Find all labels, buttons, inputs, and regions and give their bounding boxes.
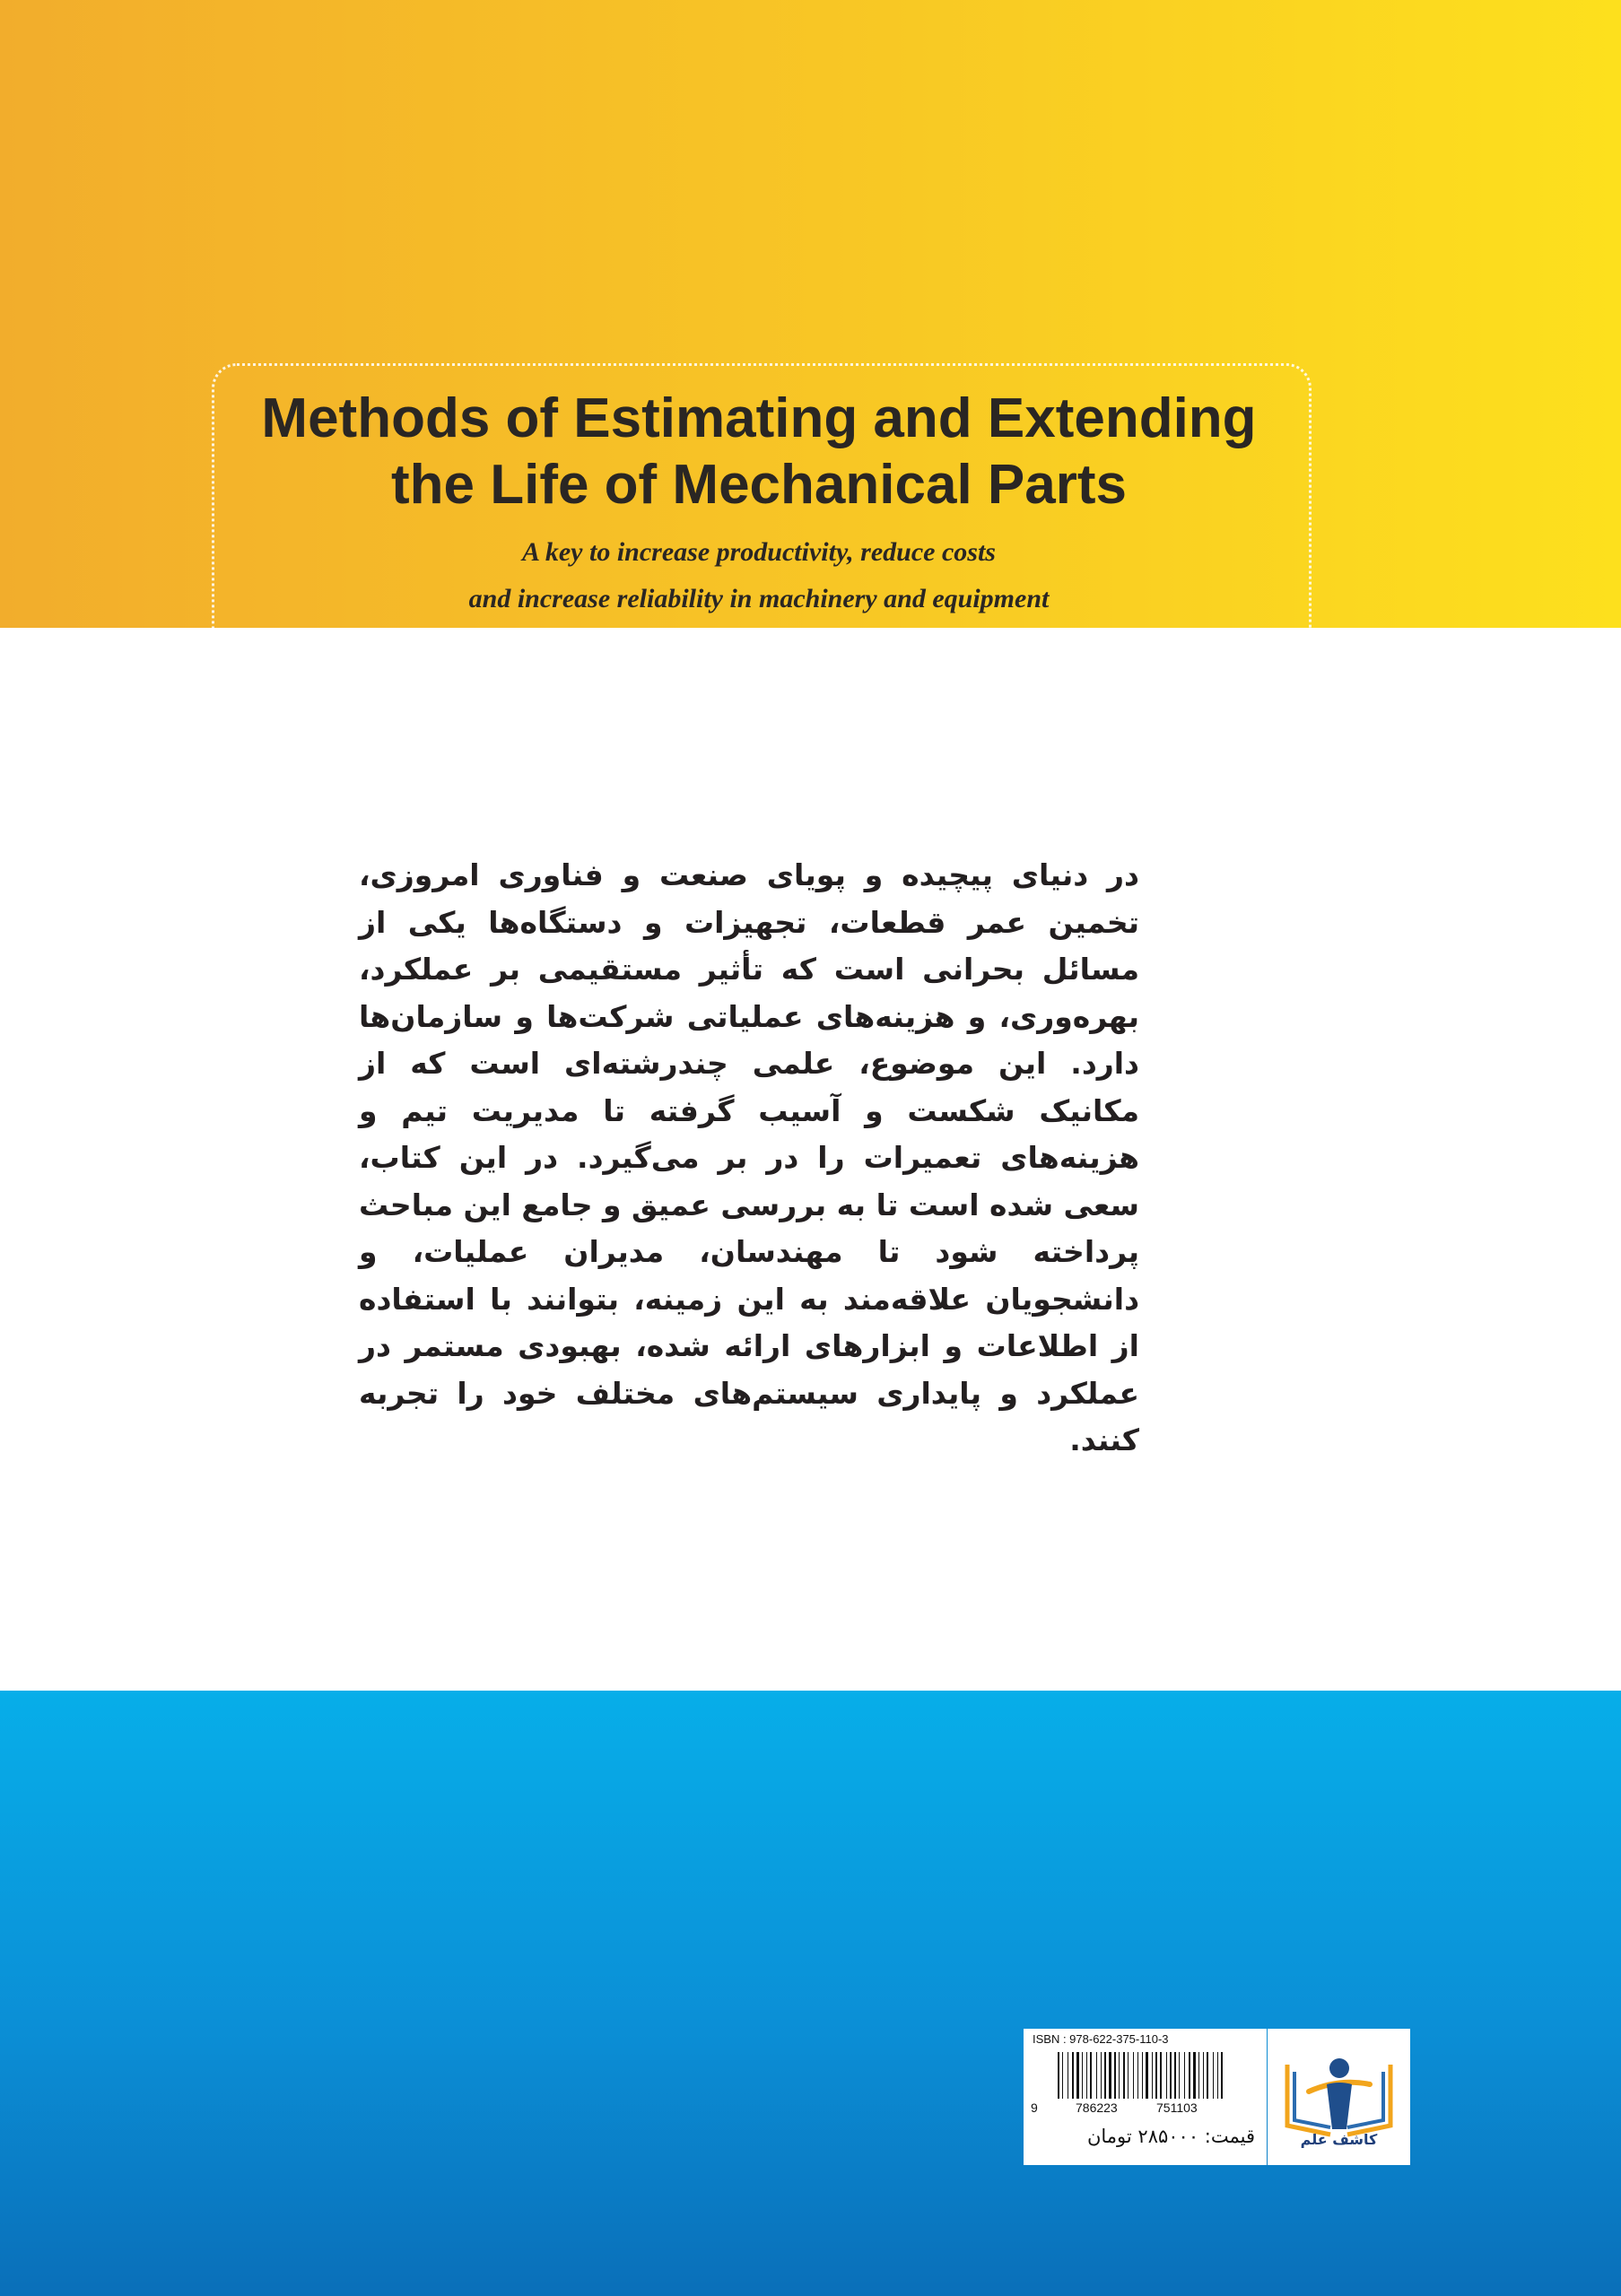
barcode-bar	[1166, 2052, 1167, 2099]
barcode-bar	[1155, 2052, 1157, 2099]
barcode-bar	[1160, 2052, 1162, 2099]
barcode-bar	[1203, 2052, 1204, 2099]
book-title	[212, 386, 1306, 518]
barcode-bar	[1217, 2052, 1218, 2099]
barcode-bar	[1142, 2052, 1143, 2099]
bottom-blue-band	[0, 1691, 1621, 2296]
price-label: قیمت: ۲۸۵۰۰۰ تومان	[1086, 2126, 1255, 2147]
barcode-bar	[1184, 2052, 1185, 2099]
barcode-bar	[1174, 2052, 1176, 2099]
barcode-bar	[1086, 2052, 1087, 2099]
barcode-bar	[1101, 2052, 1102, 2099]
barcode-bar	[1076, 2052, 1079, 2099]
barcode-bars	[1058, 2052, 1224, 2099]
barcode-bar	[1133, 2052, 1134, 2099]
barcode-bar	[1179, 2052, 1180, 2099]
barcode-bar	[1207, 2052, 1208, 2099]
subtitle-line-2: and increase reliability in machinery and equipment	[468, 584, 1050, 613]
barcode-bar	[1123, 2052, 1125, 2099]
barcode-bar	[1152, 2052, 1153, 2099]
barcode-bar	[1170, 2052, 1172, 2099]
barcode-bar	[1193, 2052, 1196, 2099]
barcode-digit-group-2: 751103	[1156, 2100, 1198, 2115]
book-description: در دنیای پیچیده و پویای صنعت و فناوری امروزی، تخمین عمر قطعات، تجهیزات و دستگاه‌ها یکی از مسائل بحرانی است که تأثیر مستقیمی بر عملکرد، بهره‌وری، و هزینه‌های عملیاتی شرکت‌ها و سازمان‌ها دارد. این موضوع، علمی چندرشته‌ای است که از مکانیک شکست و آسیب گرفته تا مدیریت تیم و هزینه‌های تعمیرات را در بر می‌گیرد. در این کتاب، سعی شده است تا به بررسی عمیق و جامع این مباحث پرداخته شود تا مهندسان، مدیران عملیات، و دانشجویان علاقه‌مند به این زمینه، بتوانند با استفاده از اطلاعات و ابزارهای ارائه شده، بهبودی مستمر در عملکرد و پایداری سیستم‌های مختلف خود را تجربه کنند.	[359, 857, 1139, 1457]
barcode-bar	[1096, 2052, 1097, 2099]
barcode-bar	[1137, 2052, 1138, 2099]
barcode-bar	[1082, 2052, 1083, 2099]
barcode-bar	[1146, 2052, 1148, 2099]
title-line-1: Methods of Estimating and Extending	[261, 387, 1257, 449]
publisher-name: کاشف علم	[1300, 2131, 1378, 2148]
barcode-bar	[1104, 2052, 1106, 2099]
book-subtitle	[212, 529, 1306, 622]
barcode-bar	[1221, 2052, 1223, 2099]
barcode-bar	[1072, 2052, 1074, 2099]
barcode-bar	[1114, 2052, 1116, 2099]
barcode-bar	[1062, 2052, 1063, 2099]
barcode-bar	[1198, 2052, 1199, 2099]
publisher-logo-panel	[1268, 2029, 1410, 2165]
barcode-bar	[1090, 2052, 1092, 2099]
isbn-label: ISBN : 978-622-375-110-3	[1033, 2032, 1169, 2046]
barcode-bar	[1058, 2052, 1059, 2099]
barcode-bar	[1119, 2052, 1120, 2099]
barcode-panel	[1024, 2029, 1267, 2165]
subtitle-line-1: A key to increase productivity, reduce costs	[522, 537, 996, 567]
barcode-digit-group-1: 786223	[1076, 2100, 1118, 2115]
barcode-digit-lead: 9	[1031, 2100, 1038, 2115]
title-line-2: the Life of Mechanical Parts	[391, 454, 1127, 516]
barcode-bar	[1128, 2052, 1129, 2099]
barcode-bar	[1189, 2052, 1190, 2099]
barcode-bar	[1109, 2052, 1111, 2099]
barcode-bar	[1213, 2052, 1214, 2099]
